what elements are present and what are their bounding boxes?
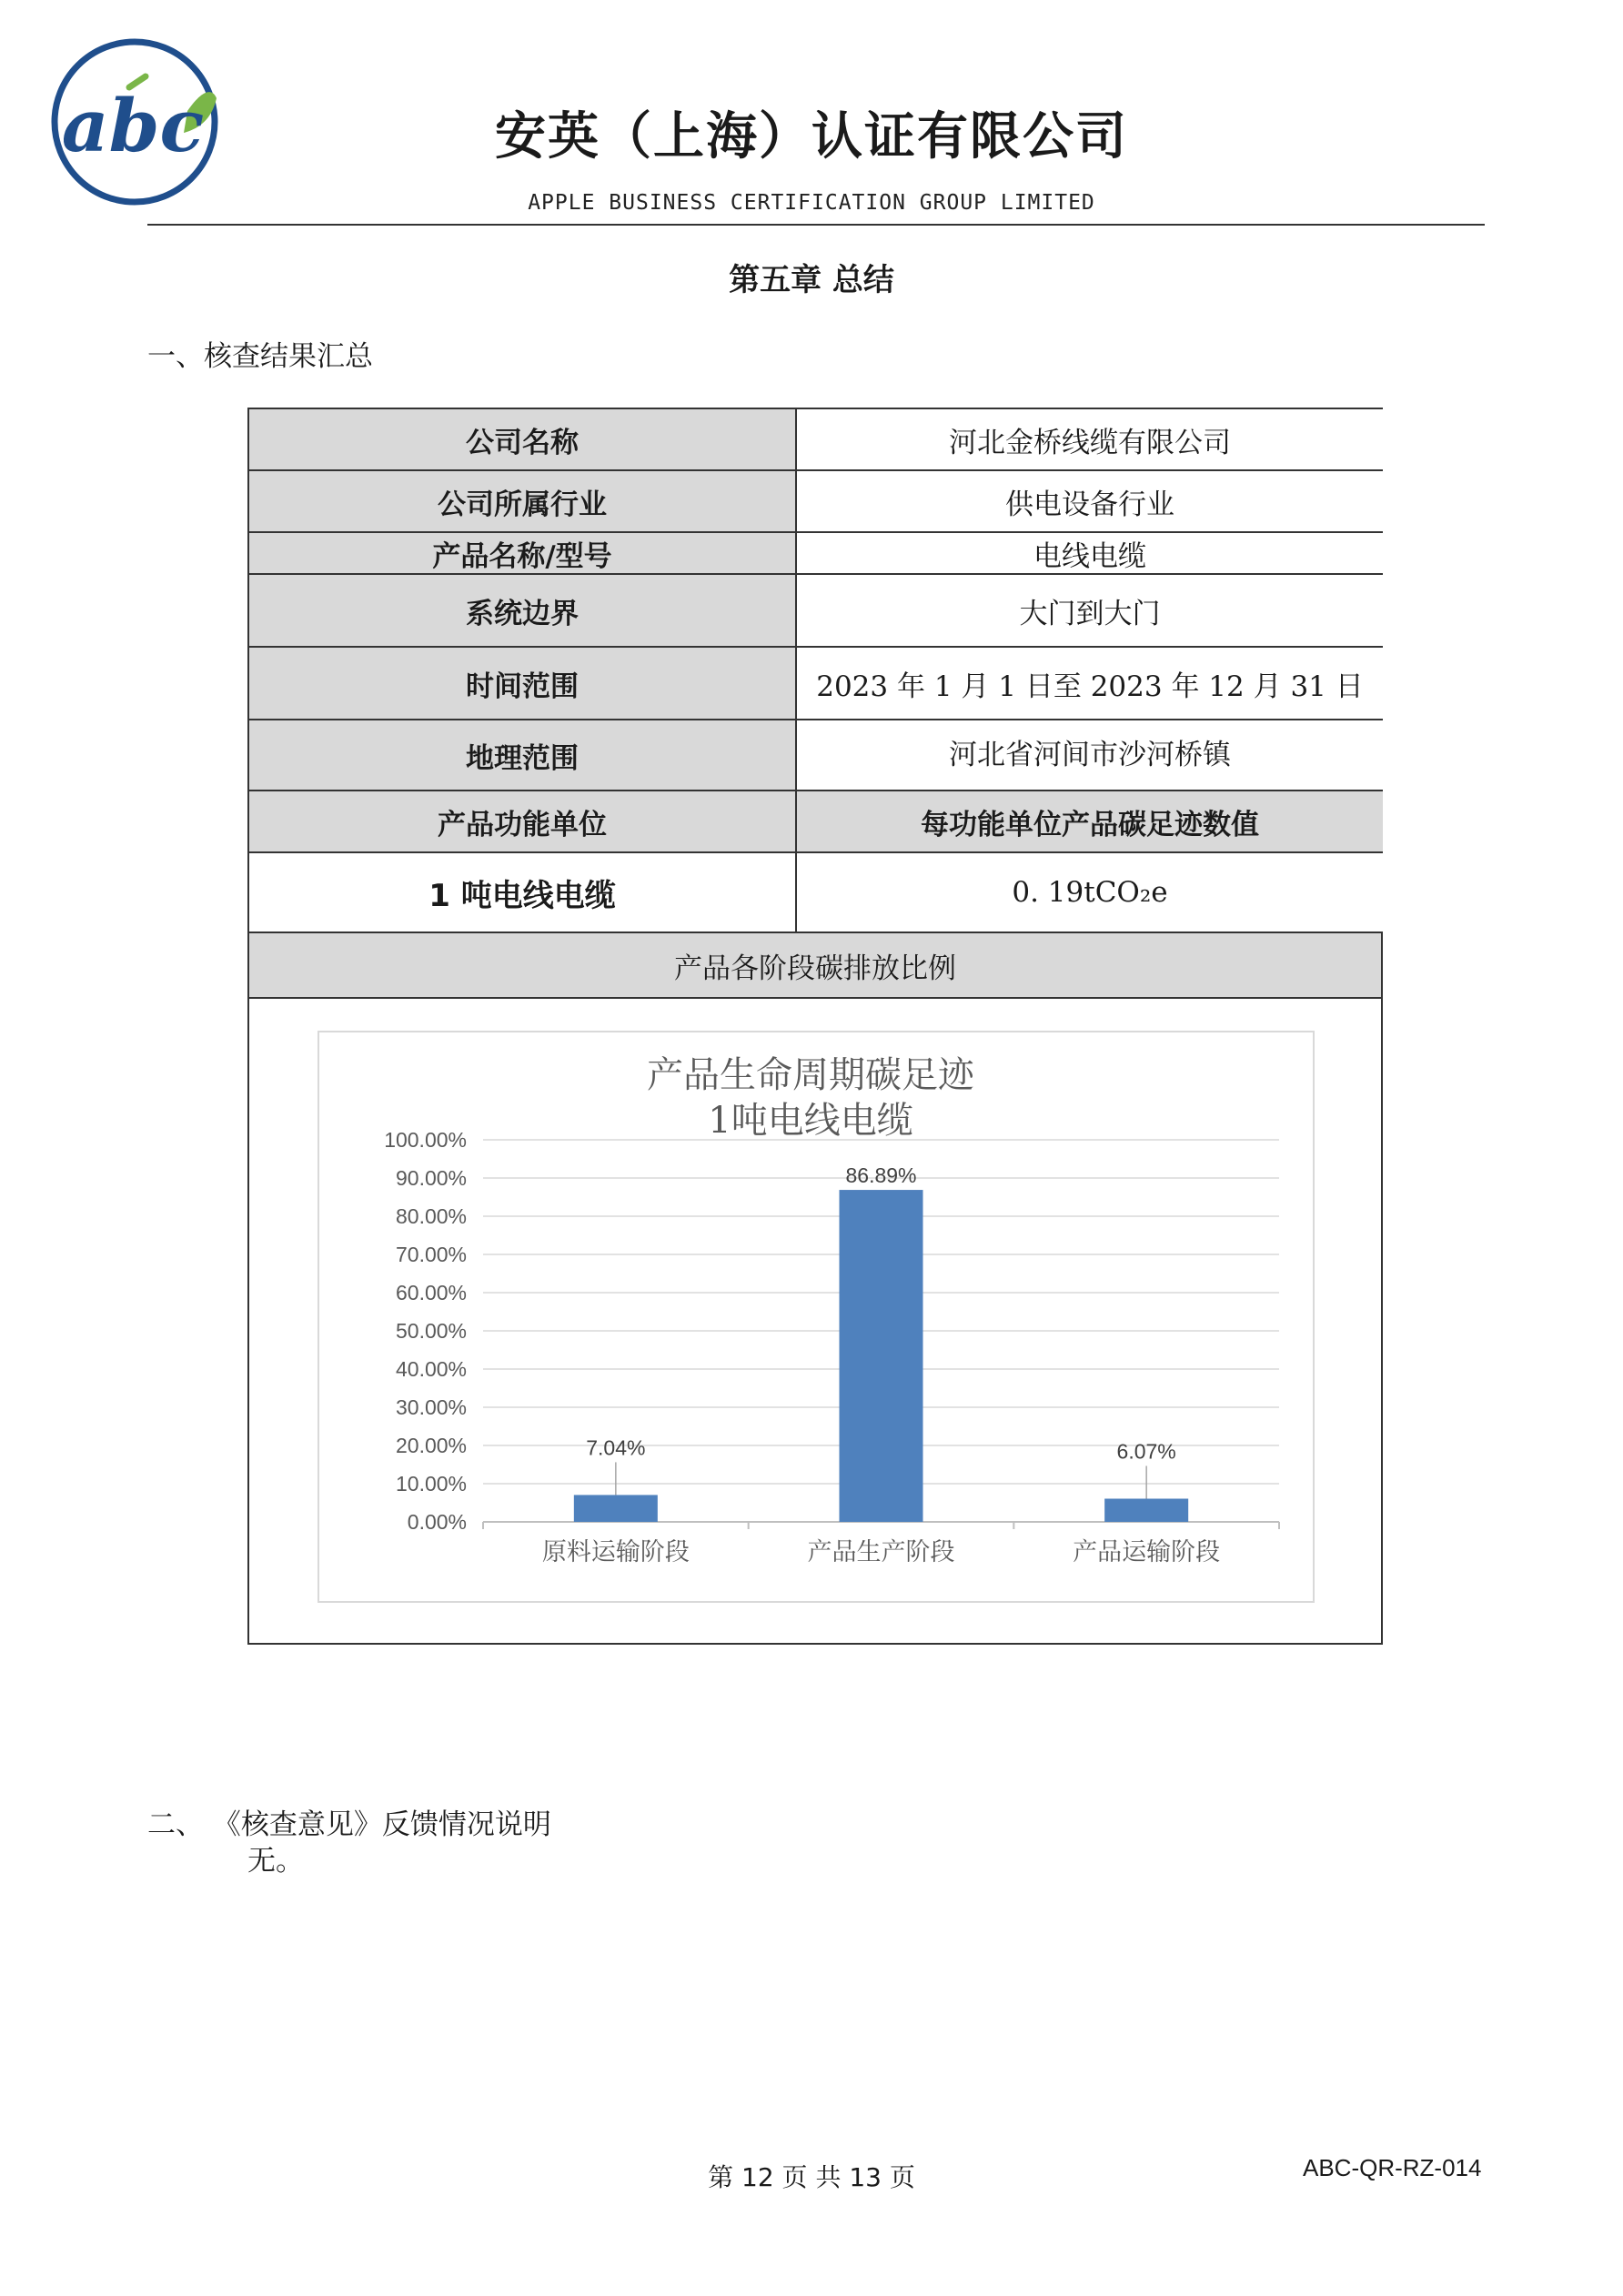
x-category-label: 产品运输阶段 — [1073, 1538, 1221, 1566]
header-divider — [147, 224, 1485, 226]
document-code: ABC-QR-RZ-014 — [1303, 2154, 1482, 2181]
row-label: 公司名称 — [249, 409, 797, 469]
row-label: 系统边界 — [249, 575, 797, 646]
row-label: 产品名称/型号 — [249, 533, 797, 573]
bar — [1104, 1499, 1188, 1522]
y-tick-label: 100.00% — [384, 1128, 467, 1152]
row-label: 公司所属行业 — [249, 471, 797, 531]
table-row — [249, 533, 1381, 575]
y-tick-label: 30.00% — [395, 1395, 467, 1419]
functional-unit: 1 吨电线电缆 — [249, 853, 797, 931]
x-category-label: 产品生产阶段 — [807, 1538, 955, 1566]
y-tick-label: 50.00% — [395, 1319, 467, 1343]
unit-header-label: 产品功能单位 — [249, 791, 797, 851]
unit-header-value: 每功能单位产品碳足迹数值 — [797, 791, 1383, 851]
row-value: 河北金桥线缆有限公司 — [797, 409, 1383, 469]
table-row — [249, 720, 1381, 791]
table-row — [249, 409, 1381, 471]
bar — [840, 1190, 923, 1522]
row-value: 供电设备行业 — [797, 471, 1383, 531]
table-row — [249, 648, 1381, 720]
summary-table — [247, 408, 1383, 1645]
y-tick-label: 80.00% — [395, 1204, 467, 1228]
table-row — [249, 471, 1381, 533]
section-heading-2: 二、 《核查意见》反馈情况说明 — [147, 1808, 551, 1841]
chapter-title: 第五章 总结 — [729, 262, 894, 298]
company-name-en: APPLE BUSINESS CERTIFICATION GROUP LIMITED — [528, 191, 1095, 215]
table-row — [249, 575, 1381, 648]
y-tick-label: 70.00% — [395, 1243, 467, 1266]
row-label: 时间范围 — [249, 648, 797, 719]
bar — [574, 1495, 658, 1522]
y-tick-label: 0.00% — [407, 1510, 467, 1534]
row-value: 电线电缆 — [797, 533, 1383, 573]
row-value: 大门到大门 — [797, 575, 1383, 646]
x-category-label: 原料运输阶段 — [541, 1538, 690, 1566]
table-row — [249, 791, 1381, 853]
y-tick-label: 40.00% — [395, 1357, 467, 1381]
data-label: 7.04% — [586, 1435, 646, 1460]
y-tick-label: 20.00% — [395, 1434, 467, 1457]
section-2-body: 无。 — [247, 1845, 304, 1878]
logo-text: abc — [61, 83, 205, 168]
chart-title: 产品生命周期碳足迹 — [647, 1054, 974, 1096]
chart-subtitle: 1吨电线电缆 — [708, 1100, 913, 1142]
data-label: 86.89% — [845, 1163, 917, 1188]
carbon-footprint-chart — [318, 1031, 1315, 1603]
row-label: 地理范围 — [249, 720, 797, 790]
carbon-footprint-value: 0. 19tCO₂e — [797, 853, 1383, 931]
section-heading-1: 一、核查结果汇总 — [147, 340, 373, 373]
company-name-cn: 安英（上海）认证有限公司 — [495, 107, 1128, 166]
y-tick-label: 90.00% — [395, 1166, 467, 1190]
chart-section-title: 产品各阶段碳排放比例 — [249, 933, 1381, 999]
row-value: 2023 年 1 月 1 日至 2023 年 12 月 31 日 — [797, 648, 1383, 719]
bar-chart-svg — [319, 1032, 1313, 1601]
table-row — [249, 853, 1381, 933]
row-value: 河北省河间市沙河桥镇 — [797, 720, 1383, 790]
page-number: 第 12 页 共 13 页 — [708, 2162, 915, 2192]
y-tick-label: 10.00% — [395, 1472, 467, 1495]
data-label: 6.07% — [1116, 1439, 1176, 1464]
y-tick-label: 60.00% — [395, 1281, 467, 1304]
